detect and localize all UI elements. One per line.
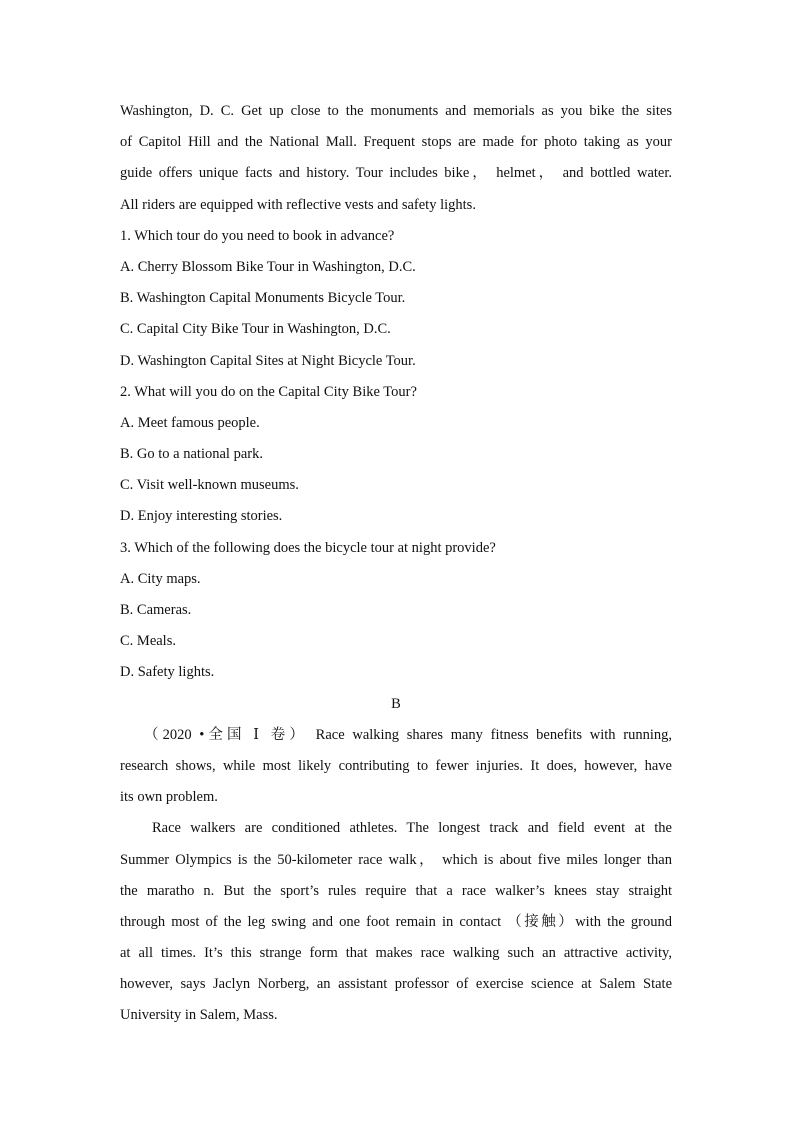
question-stem: 2. What will you do on the Capital City Bike Tour? bbox=[120, 383, 417, 400]
passage-line: the maratho n. But the sport’s rules require that a race walker’s knees stay straight bbox=[120, 882, 672, 899]
answer-option: C. Capital City Bike Tour in Washington, D.C. bbox=[120, 321, 391, 338]
answer-option: A. Meet famous people. bbox=[120, 414, 260, 431]
passage-line: Summer Olympics is the 50-kilometer race walk， which is about five miles longer than bbox=[120, 851, 672, 868]
answer-option: A. Cherry Blossom Bike Tour in Washington, D.C. bbox=[120, 258, 416, 275]
answer-option: D. Washington Capital Sites at Night Bicycle Tour. bbox=[120, 352, 416, 369]
answer-option: B. Washington Capital Monuments Bicycle Tour. bbox=[120, 290, 406, 307]
passage-line: its own problem. bbox=[120, 789, 218, 806]
passage-b-paragraph-2 bbox=[120, 813, 672, 1031]
question-2 bbox=[120, 377, 672, 533]
passage-a-continuation bbox=[120, 96, 672, 221]
answer-option: C. Visit well-known museums. bbox=[120, 477, 299, 494]
answer-option: B. Go to a national park. bbox=[120, 446, 263, 463]
passage-line: research shows, while most likely contributing to fewer injuries. It does, however, have bbox=[120, 757, 672, 774]
question-stem: 1. Which tour do you need to book in advance? bbox=[120, 227, 395, 244]
answer-option: D. Enjoy interesting stories. bbox=[120, 508, 283, 525]
passage-line: Race walkers are conditioned athletes. The longest track and field event at the bbox=[152, 820, 672, 837]
section-b-heading: B bbox=[391, 695, 401, 712]
answer-option: C. Meals. bbox=[120, 633, 176, 650]
passage-line: of Capitol Hill and the National Mall. Frequent stops are made for photo taking as your bbox=[120, 134, 672, 151]
answer-option: A. City maps. bbox=[120, 570, 201, 587]
passage-line: All riders are equipped with reflective vests and safety lights. bbox=[120, 196, 476, 213]
question-1 bbox=[120, 221, 672, 377]
passage-line: （2020 •全国 Ⅰ 卷） Race walking shares many fitness benefits with running, bbox=[144, 726, 672, 743]
answer-option: D. Safety lights. bbox=[120, 664, 215, 681]
answer-option: B. Cameras. bbox=[120, 602, 192, 618]
page-content bbox=[120, 96, 672, 1032]
passage-line: at all times. It’s this strange form that makes race walking such an attractive activity, bbox=[120, 945, 672, 962]
question-stem: 3. Which of the following does the bicycle tour at night provide? bbox=[120, 539, 496, 556]
passage-line: however, says Jaclyn Norberg, an assistant professor of exercise science at Salem State bbox=[120, 976, 672, 993]
passage-line: Washington, D. C. Get up close to the monuments and memorials as you bike the sites bbox=[120, 103, 672, 119]
passage-b-paragraph-1 bbox=[120, 720, 672, 814]
question-3 bbox=[120, 533, 672, 689]
passage-line: University in Salem, Mass. bbox=[120, 1007, 278, 1024]
passage-line: guide offers unique facts and history. Tour includes bike， helmet， and bottled water. bbox=[120, 165, 672, 182]
passage-line: through most of the leg swing and one foot remain in contact （接触）with the ground bbox=[120, 913, 672, 930]
